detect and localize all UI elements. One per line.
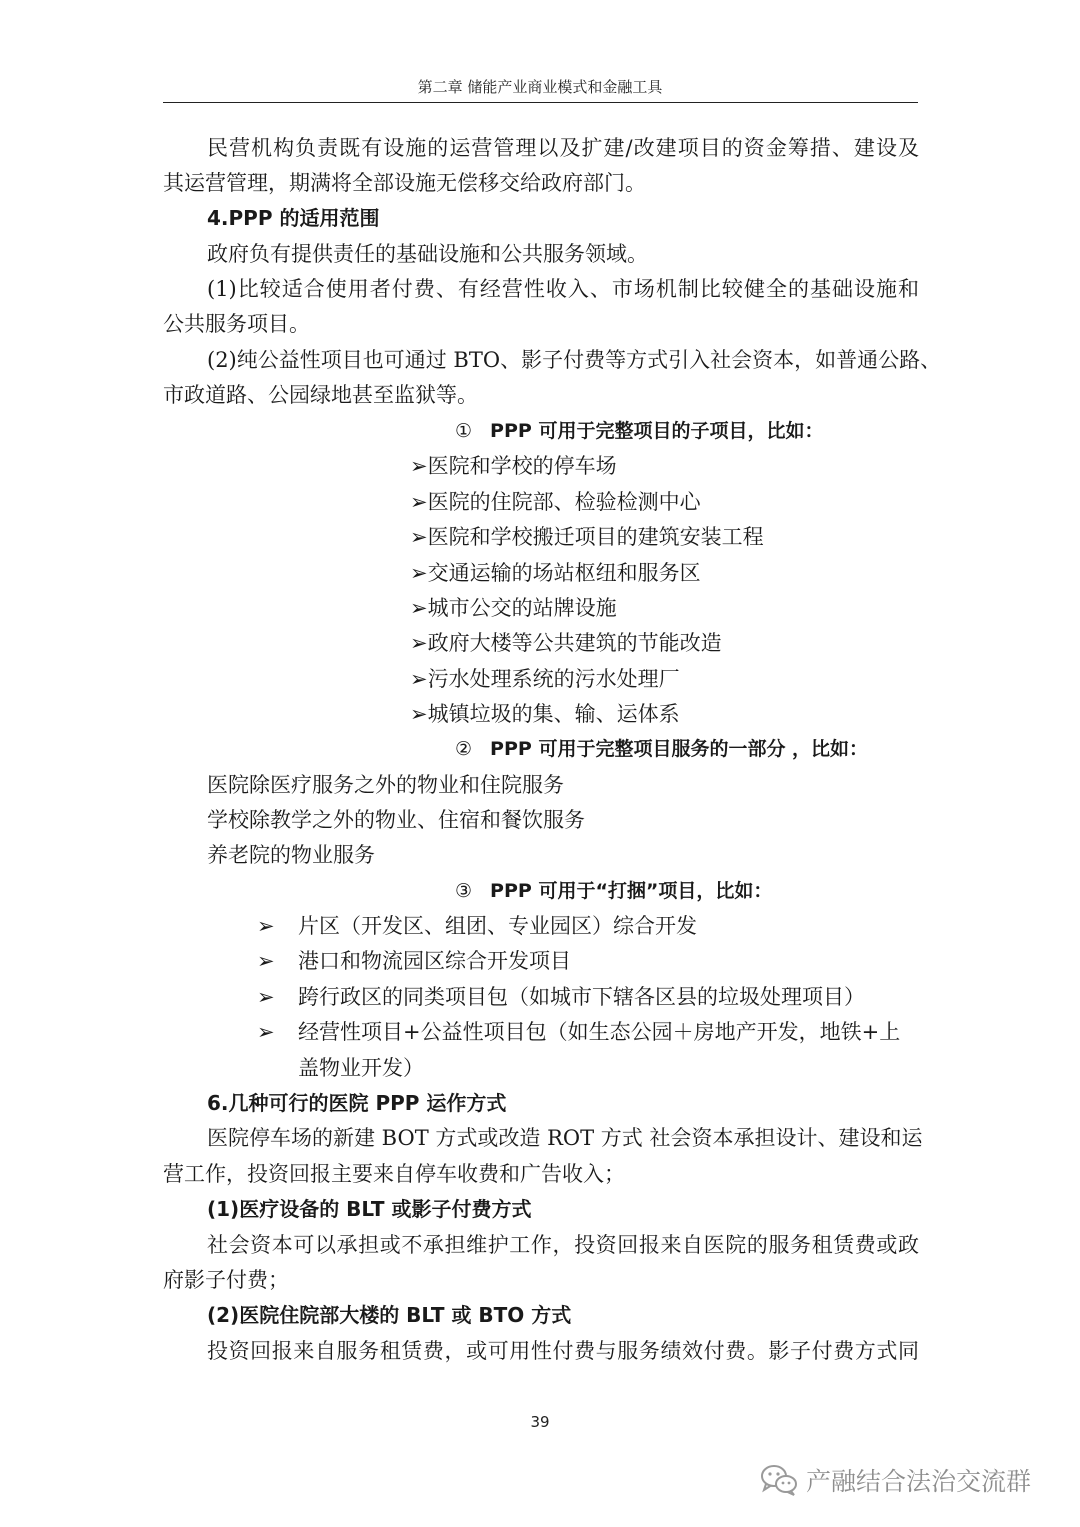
paragraph-line: 其运营管理，期满将全部设施无偿移交给政府部门。 [163, 171, 646, 195]
watermark [760, 1462, 1031, 1498]
header-divider [163, 102, 918, 103]
paragraph-line: 政府负有提供责任的基础设施和公共服务领域。 [207, 242, 648, 266]
section-heading: 6.几种可行的医院 PPP 运作方式 [207, 1091, 507, 1115]
list-item: ➢ 片区（开发区、组团、专业园区）综合开发 [257, 911, 919, 941]
list-item: ➢医院的住院部、检验检测中心 [410, 490, 701, 514]
list-item: ➢交通运输的场站枢纽和服务区 [410, 561, 701, 585]
list-item: 医院除医疗服务之外的物业和住院服务 [207, 773, 564, 797]
circled-number: ② [455, 738, 473, 760]
list-item: ➢ 经营性项目+公益性项目包（如生态公园＋房地产开发，地铁+上 [257, 1017, 919, 1047]
circled-number: ③ [455, 880, 473, 902]
list-item: ➢医院和学校的停车场 [410, 454, 617, 478]
paragraph-line: (2)纯公益性项目也可通过 BTO、影子付费等方式引入社会资本，如普通公路、 [207, 348, 942, 372]
bullet-arrow-icon: ➢ [257, 914, 275, 938]
list-item-continuation: 盖物业开发） [298, 1056, 424, 1080]
bullet-arrow-icon: ➢ [410, 490, 428, 514]
bullet-arrow-icon: ➢ [410, 525, 428, 549]
paragraph-line: 社会资本可以承担或不承担维护工作，投资回报来自医院的服务租赁费或政 [207, 1233, 919, 1257]
section-heading: 4.PPP 的适用范围 [207, 206, 380, 230]
paragraph-line: 营工作，投资回报主要来自停车收费和广告收入； [163, 1162, 625, 1186]
wechat-icon [760, 1464, 798, 1496]
page-number: 39 [530, 1413, 550, 1431]
watermark-text: 产融结合法治交流群 [806, 1467, 1032, 1496]
paragraph-line: 府影子付费； [163, 1268, 289, 1292]
bullet-arrow-icon: ➢ [410, 561, 428, 585]
chapter-title: 第二章 储能产业商业模式和金融工具 [417, 78, 663, 96]
bullet-arrow-icon: ➢ [257, 985, 275, 1009]
subsection-heading-2 [455, 734, 1080, 764]
list-item: ➢污水处理系统的污水处理厂 [410, 667, 680, 691]
subsection-heading-text: PPP 可用于“打捆”项目，比如： [490, 880, 773, 902]
paragraph-line: 民营机构负责既有设施的运营管理以及扩建/改建项目的资金筹措、建设及 [207, 136, 919, 160]
section-heading: (1)医疗设备的 BLT 或影子付费方式 [207, 1197, 532, 1221]
list-item: ➢城镇垃圾的集、输、运体系 [410, 702, 680, 726]
bullet-arrow-icon: ➢ [257, 1020, 275, 1044]
bullet-arrow-icon: ➢ [257, 949, 275, 973]
bullet-arrow-icon: ➢ [410, 454, 428, 478]
list-item: ➢医院和学校搬迁项目的建筑安装工程 [410, 525, 764, 549]
bullet-arrow-icon: ➢ [410, 596, 428, 620]
paragraph-line: 投资回报来自服务租赁费，或可用性付费与服务绩效付费。影子付费方式同 [207, 1339, 919, 1363]
section-heading: (2)医院住院部大楼的 BLT 或 BTO 方式 [207, 1303, 572, 1327]
paragraph-line: 市政道路、公园绿地甚至监狱等。 [163, 383, 478, 407]
bullet-arrow-icon: ➢ [410, 702, 428, 726]
bullet-arrow-icon: ➢ [410, 631, 428, 655]
subsection-heading-1 [455, 416, 1080, 446]
subsection-heading-text: PPP 可用于完整项目的子项目，比如： [490, 420, 824, 442]
subsection-heading-3 [455, 876, 1080, 906]
list-item: ➢城市公交的站牌设施 [410, 596, 617, 620]
circled-number: ① [455, 420, 473, 442]
subsection-heading-text: PPP 可用于完整项目服务的一部分 ，比如： [490, 738, 869, 760]
bullet-arrow-icon: ➢ [410, 667, 428, 691]
paragraph-line: 公共服务项目。 [163, 312, 310, 336]
list-item: 养老院的物业服务 [207, 843, 375, 867]
list-item: ➢ 跨行政区的同类项目包（如城市下辖各区县的垃圾处理项目） [257, 982, 919, 1012]
paragraph-line: (1)比较适合使用者付费、有经营性收入、市场机制比较健全的基础设施和 [207, 277, 919, 301]
list-item: 学校除教学之外的物业、住宿和餐饮服务 [207, 808, 585, 832]
list-item: ➢政府大楼等公共建筑的节能改造 [410, 631, 722, 655]
list-item: ➢ 港口和物流园区综合开发项目 [257, 946, 919, 976]
paragraph-line: 医院停车场的新建 BOT 方式或改造 ROT 方式 社会资本承担设计、建设和运 [207, 1126, 923, 1150]
